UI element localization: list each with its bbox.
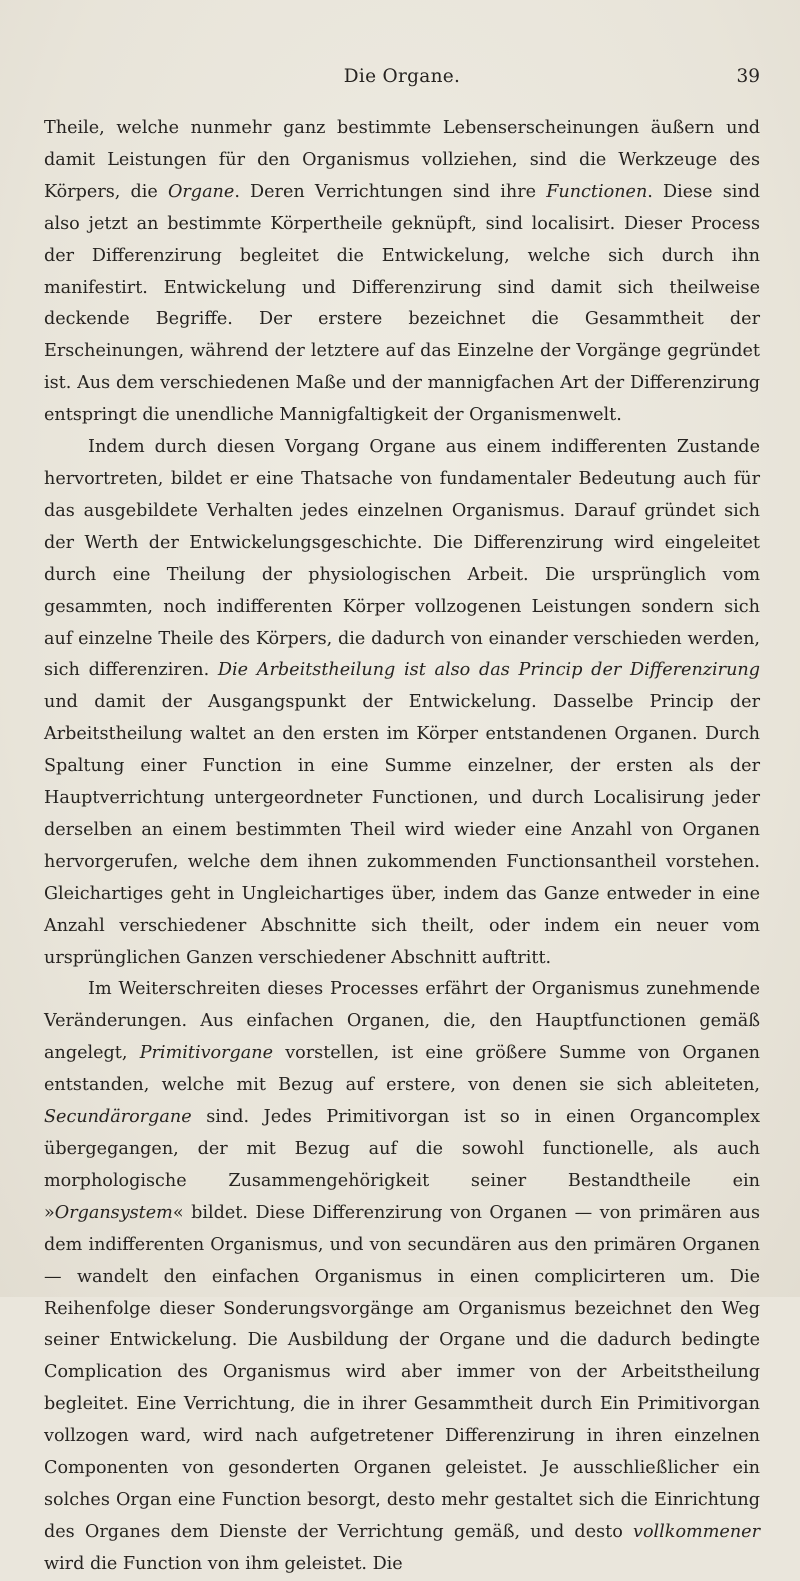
paragraph-1 bbox=[44, 113, 760, 432]
emphasis-functionen: Functionen bbox=[546, 181, 648, 202]
text-run: « bildet. Diese Differenzirung von Organen — von primären aus dem indifferenten Organismus, und von secundären aus den primären Organen — wandelt den einfachen Organismus in einen complicirteren um. Die Reihenfolge dieser Sonderungsvorgänge am Organismus bezeichnet den Weg seiner Entwickelung. Die Ausbildung der Organe und die dadurch bedingte Complication des Organismus wird aber immer von der Arbeitstheilung begleitet. Eine Verrichtung, die in ihrer Gesammtheit durch Ein Primitivorgan vollzogen ward, wird nach aufgetretener Differenzirung in ihren einzelnen Componenten von gesonderten Organen geleistet. Je ausschließlicher ein solches Organ eine Function besorgt, desto mehr gestaltet sich die Einrichtung des Organes dem Dienste der Verrichtung gemäß, und desto bbox=[44, 1202, 760, 1542]
text-run: vorstellen, ist eine größere Summe von Organen entstanden, welche mit Bezug auf erstere, von denen sie sich ableiteten, bbox=[44, 1043, 760, 1096]
page-number: 39 bbox=[736, 66, 760, 87]
text-run: Theile, welche nunmehr ganz bestimmte Lebenserscheinungen äußern und damit Leistungen für den Organismus vollziehen, sind die Werkzeuge des Körpers, die bbox=[44, 118, 760, 202]
emphasis-arbeitstheilung: Die Arbeitstheilung ist also das Princip der Differenzirung bbox=[217, 660, 761, 681]
text-run: Im Weiterschreiten dieses Processes erfährt der Organismus zunehmende Veränderungen. Aus einfachen Organen, die, den Hauptfunctionen gemäß angelegt, bbox=[44, 979, 760, 1064]
emphasis-vollkommener: vollkommener bbox=[633, 1521, 760, 1542]
paragraph-3 bbox=[44, 974, 760, 1580]
running-title: Die Organe. bbox=[343, 66, 461, 87]
running-head bbox=[44, 66, 760, 96]
emphasis-organe: Organe bbox=[167, 181, 235, 202]
emphasis-primitivorgane: Primitivorgane bbox=[139, 1043, 274, 1064]
paragraph-2 bbox=[44, 432, 760, 974]
body-text bbox=[44, 113, 760, 1581]
emphasis-secundaerorgane: Secundärorgane bbox=[44, 1107, 192, 1128]
text-run: . Diese sind also jetzt an bestimmte Körpertheile geknüpft, sind localisirt. Dieser Process der Differenzirung begleitet die Entwickelung, welche sich durch ihn manifestirt. Entwickelung und Differenzirung sind damit sich theilweise deckende Begriffe. Der erstere bezeichnet die Gesammtheit der Erscheinungen, während der letztere auf das Einzelne der Vorgänge gegründet ist. Aus dem verschiedenen Maße und der mannigfachen Art der Differenzirung entspringt die unendliche Mannigfaltigkeit der Organismenwelt. bbox=[44, 181, 760, 426]
text-run: . Deren Verrichtungen sind ihre bbox=[234, 181, 547, 202]
text-run: Indem durch diesen Vorgang Organe aus einem indifferenten Zustande hervortreten, bildet er eine Thatsache von fundamentaler Bedeutung auch für das ausgebildete Verhalten jedes einzelnen Organismus. Darauf gründet sich der Werth der Entwickelungsgeschichte. Die Differenzirung wird eingeleitet durch eine Theilung der physiologischen Arbeit. Die ursprünglich vom gesammten, noch indifferenten Körper vollzogenen Leistungen sondern sich auf einzelne Theile des Körpers, die dadurch von einander verschieden werden, sich differenziren. bbox=[44, 437, 760, 681]
text-run: sind. Jedes Primitivorgan ist so in einen Organcomplex übergegangen, der mit Bezug auf die sowohl functionelle, als auch morphologische Zusammengehörigkeit seiner Bestandtheile ein » bbox=[44, 1107, 760, 1223]
text-run: wird die Function von ihm geleistet. Die bbox=[44, 1553, 403, 1574]
emphasis-organsystem: Organsystem bbox=[54, 1202, 173, 1223]
text-run: und damit der Ausgangspunkt der Entwickelung. Dasselbe Princip der Arbeitstheilung waltet an den ersten im Körper entstandenen Organen. Durch Spaltung einer Function in eine Summe einzelner, der ersten als der Hauptverrichtung untergeordneter Functionen, und durch Localisirung jeder derselben an einem bestimmten Theil wird wieder eine Anzahl von Organen hervorgerufen, welche dem ihnen zukommenden Functionsantheil vorstehen. Gleichartiges geht in Ungleichartiges über, indem das Ganze entweder in eine Anzahl verschiedener Abschnitte sich theilt, oder indem ein neuer vom ursprünglichen Ganzen verschiedener Abschnitt auftritt. bbox=[44, 692, 760, 968]
